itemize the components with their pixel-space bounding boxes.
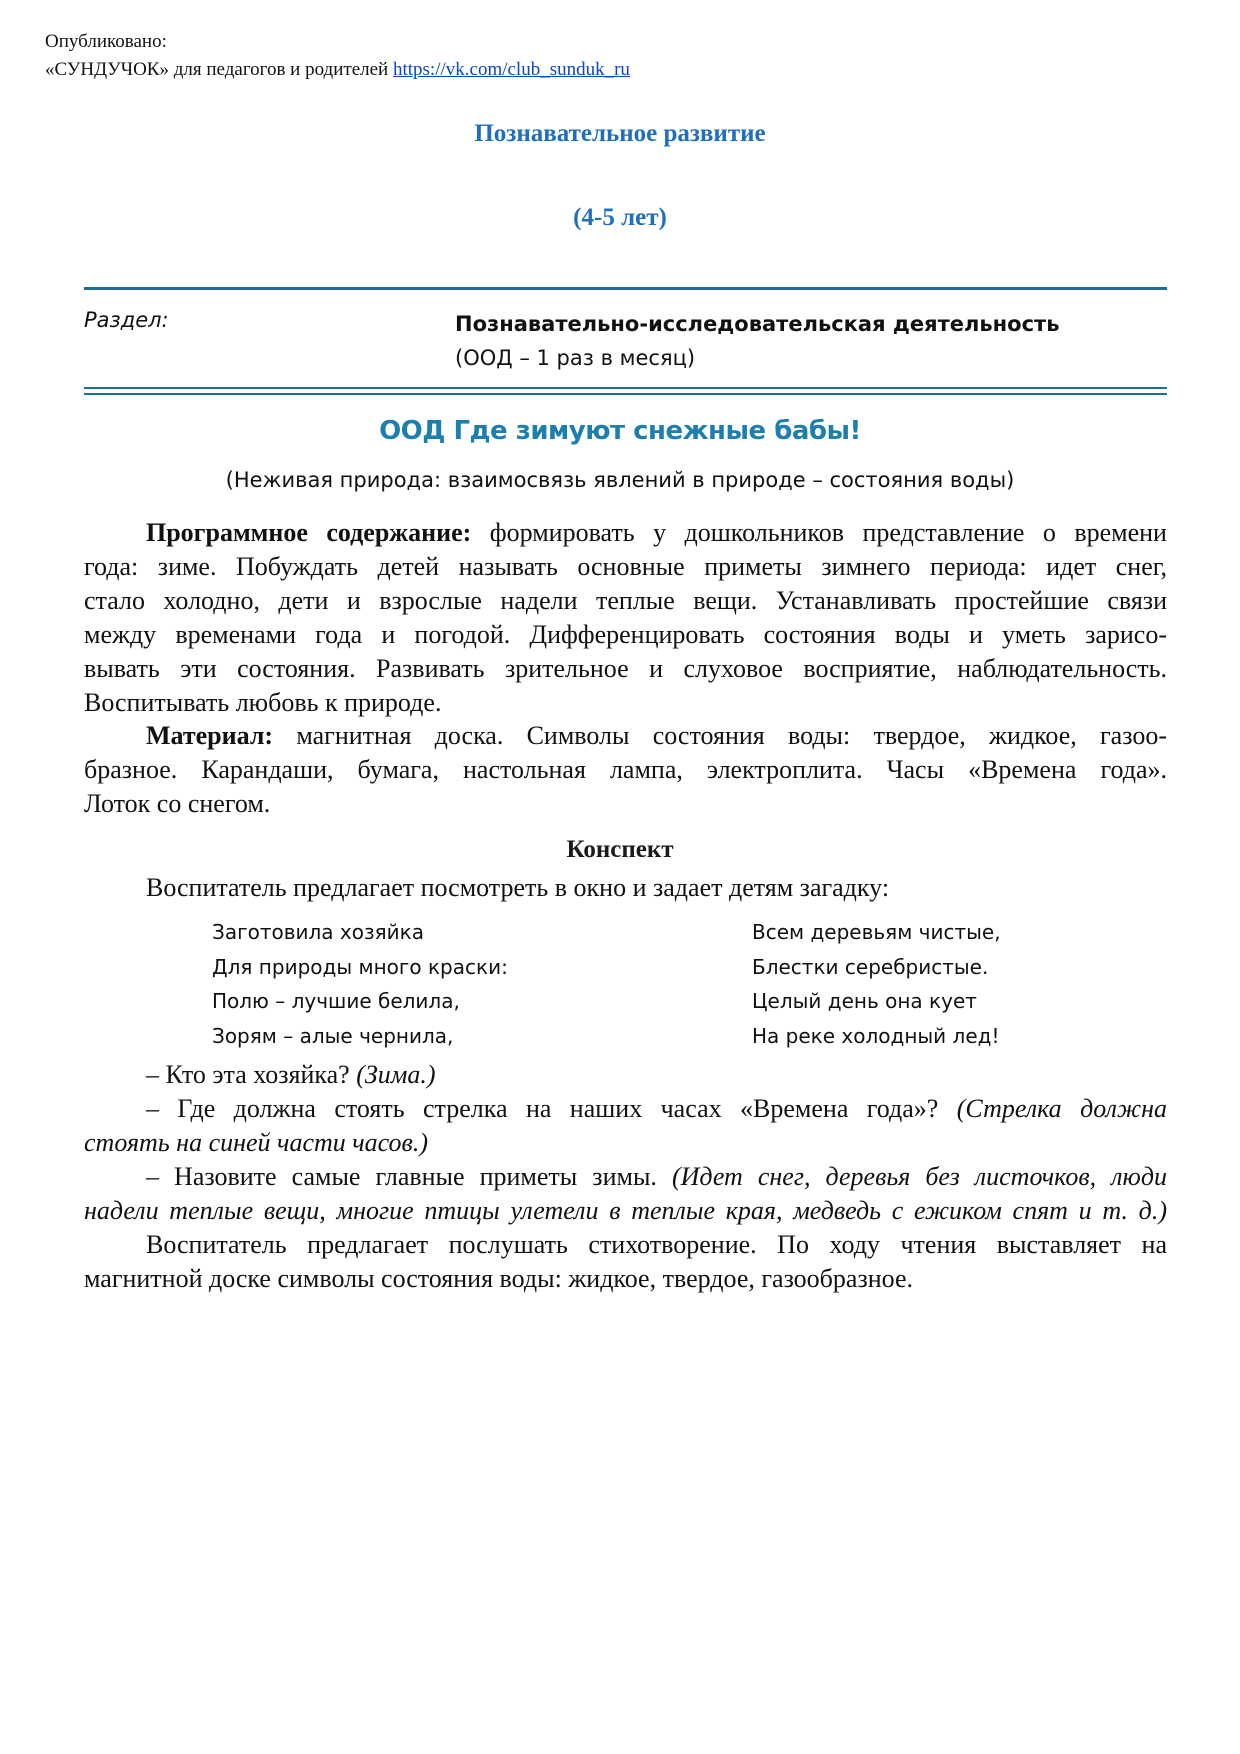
published-label: Опубликовано: (45, 31, 167, 52)
material-line (84, 719, 1167, 753)
konspekt-heading: Конспект (566, 836, 674, 863)
vk-link[interactable]: https://vk.com/club_sunduk_ru (392, 59, 630, 80)
program-line (84, 550, 1167, 584)
italic-answer: (Зима.) (356, 1060, 436, 1089)
lesson-title: ООД Где зимуют снежные бабы! (379, 416, 861, 446)
text-segment: магнитной доске символы состояния воды: жидкое, твердое, газообразное. (84, 1264, 913, 1293)
italic-answer: (Идет снег, деревья без листочков, люди (671, 1162, 1167, 1191)
text-segment: – Где должна стоять стрелка на наших часах «Времена года»? (146, 1094, 957, 1123)
program-line (84, 584, 1167, 618)
poem-line: На реке холодный лед! (752, 1023, 1000, 1048)
poem-line: Всем деревьям чистые, (752, 920, 1001, 944)
dialog-line (84, 1160, 1167, 1194)
text-segment: – Кто эта хозяйка? (146, 1060, 357, 1089)
dialog-line (84, 1194, 1167, 1228)
publisher-line (45, 57, 630, 83)
poem-line: Зорям – алые чернила, (212, 1023, 454, 1048)
intro-line: Воспитатель предлагает посмотреть в окно и задает детям загадку: (146, 873, 890, 902)
lesson-subtitle: (Неживая природа: взаимосвязь явлений в природе – состояния воды) (225, 468, 1015, 492)
dialog-line (84, 1228, 1167, 1262)
material-paragraph (84, 719, 1167, 821)
dialog-line (84, 1126, 1167, 1160)
poem-right-column (752, 915, 1001, 1053)
poem-line: Полю – лучшие белила, (212, 989, 460, 1013)
text-segment: между временами года и погодой. Дифференцировать состояния воды и уметь зарисо- (84, 620, 1167, 649)
italic-answer: (Стрелка должна (956, 1094, 1167, 1123)
section-label: Раздел: (84, 308, 169, 332)
section-frequency: (ООД – 1 раз в месяц) (455, 346, 696, 370)
poem-line: Целый день она кует (752, 989, 977, 1013)
program-line (84, 516, 1167, 550)
text-segment: Лоток со снегом. (84, 789, 271, 818)
page-title: Познавательное развитие (474, 120, 766, 147)
dialog-section (84, 1058, 1167, 1296)
text-segment: – Назовите самые главные приметы зимы. (146, 1162, 672, 1191)
dialog-line (84, 1262, 1167, 1296)
poem-left-column (212, 915, 508, 1053)
section-name: Познавательно-исследовательская деятельность (455, 312, 1060, 336)
program-line (84, 618, 1167, 652)
poem-line: Заготовила хозяйка (212, 920, 424, 944)
age-group: (4-5 лет) (573, 204, 667, 231)
divider-top (84, 287, 1167, 290)
text-segment: магнитная доска. Символы состояния воды: твердое, жидкое, газоо- (273, 721, 1167, 750)
program-line (84, 652, 1167, 686)
poem-line: Блестки серебристые. (752, 954, 989, 979)
text-segment: Воспитывать любовь к природе. (84, 688, 442, 717)
text-segment: бразное. Карандаши, бумага, настольная лампа, электроплита. Часы «Времена года». (84, 755, 1167, 784)
text-segment: вывать эти состояния. Развивать зрительное и слуховое восприятие, наблюдательность. (84, 654, 1167, 683)
dialog-line (84, 1058, 1167, 1092)
italic-answer: надели теплые вещи, многие птицы улетели в теплые края, медведь с ежиком спят и т. д.) (84, 1196, 1167, 1225)
text-segment: Воспитатель предлагает послушать стихотворение. По ходу чтения выставляет на (146, 1230, 1167, 1259)
intro-paragraph (84, 871, 1167, 905)
dialog-line (84, 1092, 1167, 1126)
divider-double-2 (84, 393, 1167, 395)
text-segment: формировать у дошкольников представление о времени (471, 518, 1167, 547)
text-segment: стало холодно, дети и взрослые надели теплые вещи. Устанавливать простейшие связи (84, 586, 1167, 615)
material-line (84, 753, 1167, 787)
program-line (84, 686, 1167, 720)
bold-label: Программное содержание: (146, 518, 472, 547)
divider-double-1 (84, 387, 1167, 389)
material-line (84, 787, 1167, 821)
section-value (455, 307, 1060, 375)
italic-answer: стоять на синей части часов.) (84, 1128, 429, 1157)
text-segment: года: зиме. Побуждать детей называть основные приметы зимнего периода: идет снег, (84, 552, 1167, 581)
bold-label: Материал: (146, 721, 274, 750)
program-content (84, 516, 1167, 720)
poem-line: Для природы много краски: (212, 954, 508, 979)
publisher-text: «СУНДУЧОК» для педагогов и родителей (45, 59, 389, 80)
